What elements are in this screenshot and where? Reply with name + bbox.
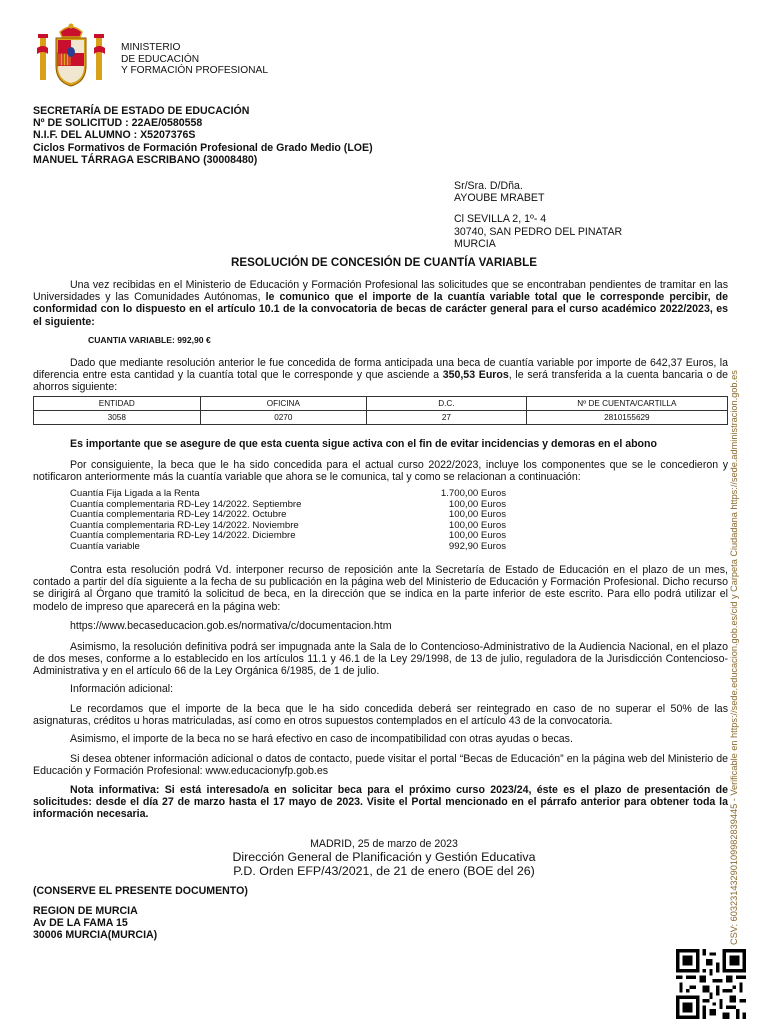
- component-label: Cuantía complementaria RD-Ley 14/2022. Noviembre: [70, 519, 299, 531]
- signature-delegation: P.D. Orden EFP/43/2021, de 21 de enero (BOE del 26): [233, 864, 535, 878]
- recipient-city: 30740, SAN PEDRO DEL PINATAR: [454, 225, 623, 238]
- transfer-text-end: , le será transferida a la cuenta bancaria o de ahorros siguiente:: [33, 369, 728, 394]
- appeal-form-link[interactable]: https://www.becaseducacion.gob.es/normativa/c/documentacion.htm: [70, 620, 392, 632]
- portal-paragraph: [33, 753, 728, 777]
- appeal-text: Contra esta resolución podrá Vd. interponer recurso de reposición ante la Secretaría de Estado de Educación en el plazo de un mes, contado a partir del día siguiente a la fecha de su publicación en la página web del Ministerio de Educación y Formación Profesional. Dicho recurso se dirigirá al Órgano que tramitó la solicitud de beca, en la dirección que se indica en la parte inferior de este escrito. Para ello podrá utilizar el modelo de impreso que aparecerá en la página web:: [33, 564, 728, 613]
- ministry-line: Y FORMACIÓN PROFESIONAL: [121, 65, 268, 76]
- variable-amount-label: CUANTIA VARIABLE:: [88, 335, 175, 345]
- conserve-notice: (CONSERVE EL PRESENTE DOCUMENTO): [33, 885, 248, 897]
- incompatibility-paragraph: [33, 733, 728, 745]
- impugnation-paragraph: [33, 641, 728, 678]
- recipient-street: Cl SEVILLA 2, 1º- 4: [454, 213, 547, 226]
- region-city: 30006 MURCIA(MURCIA): [33, 929, 158, 941]
- signature-authority: Dirección General de Planificación y Gestión Educativa: [232, 850, 536, 864]
- refund-text: Le recordamos que el importe de la beca que le ha sido concedida deberá ser reintegrado en caso de no superar el 50% de las asignaturas, créditos u horas matriculadas, así como en otros supuestos contemplados en el artículo 43 de la convocatoria.: [33, 703, 728, 728]
- application-number: Nº DE SOLICITUD : 22AE/0580558: [33, 117, 203, 130]
- variable-amount-value: 992,90 €: [177, 335, 211, 345]
- signature-date: MADRID, 25 de marzo de 2023: [310, 838, 458, 850]
- list-item: [70, 489, 506, 500]
- component-label: Cuantía variable: [70, 540, 140, 552]
- recipient-address: [454, 180, 622, 250]
- signature-block: [0, 838, 768, 878]
- document-header: [33, 105, 373, 166]
- table-header-cell: Nº DE CUENTA/CARTILLA: [526, 397, 727, 411]
- bank-account-table: [33, 396, 728, 425]
- intro-paragraph: [33, 279, 728, 328]
- impugnation-text: Asimismo, la resolución definitiva podrá ser impugnada ante la Sala de lo Contencioso-Administrativo de la Audiencia Nacional, en el plazo de dos meses, conforme a lo establecido en los artículos 11.1 y 46.1 de la Ley 29/1998, de 13 de julio, reguladora de la Jurisdicción Contencioso-Administrativa y en el artículo 66 de la Ley Orgánica 6/1985, de 1 de julio.: [33, 641, 728, 678]
- ministry-name: [121, 42, 268, 77]
- incompatibility-text: Asimismo, el importe de la beca no se hará efectivo en caso de incompatibilidad con otras ayudas o becas.: [70, 733, 573, 745]
- components-list: [70, 489, 506, 553]
- informative-note-text: Nota informativa: Si está interesado/a en solicitar beca para el próximo curso 2023/24, éste es el plazo de presentación de solicitudes: desde el día 27 de marzo hasta el 17 mayo de 2023. Visite el Portal mencionado en el párrafo anterior para obtener toda la información necesaria.: [33, 784, 728, 821]
- table-header-cell: D.C.: [367, 397, 527, 411]
- salutation: Sr/Sra. D/Dña.: [454, 180, 523, 192]
- component-label: Cuantía complementaria RD-Ley 14/2022. Octubre: [70, 509, 287, 521]
- csv-verification-code: CSV: 60323143290109982839445 - Verificable en https://sede.educacion.gob.es/cid y Carpeta Ciudadana https://sede.administracion.gob.es: [729, 370, 739, 945]
- component-amount: 100,00 Euros: [448, 530, 506, 542]
- ministry-line: DE EDUCACIÓN: [121, 53, 200, 65]
- document-title: RESOLUCIÓN DE CONCESIÓN DE CUANTÍA VARIABLE: [231, 256, 537, 269]
- component-label: Cuantía Fija Ligada a la Renta: [70, 488, 200, 499]
- component-amount: 1.700,00 Euros: [440, 488, 506, 499]
- intro-bold-text: le comunico que el importe de la cuantía variable total que le corresponde percibir, de conformidad con lo dispuesto en el artículo 10.1 de la convocatoria de becas de carácter general para el curso académico 2022/2023, es el siguiente:: [33, 291, 729, 328]
- table-cell: 27: [367, 411, 527, 425]
- qr-code-icon: [676, 949, 746, 1019]
- transfer-paragraph: [33, 357, 728, 394]
- secretariat: SECRETARÍA DE ESTADO DE EDUCACIÓN: [33, 105, 250, 117]
- table-row: [34, 411, 728, 425]
- student-nif: N.I.F. DEL ALUMNO : X5207376S: [33, 129, 196, 142]
- info-heading: Información adicional:: [70, 683, 174, 695]
- table-cell: 2810155629: [526, 411, 727, 425]
- region-address: [33, 905, 157, 941]
- component-label: Cuantía complementaria RD-Ley 14/2022. Septiembre: [70, 498, 302, 510]
- important-text: Es importante que se asegure de que esta cuenta sigue activa con el fin de evitar incidencias y demoras en el abono: [70, 438, 657, 450]
- study-program: Ciclos Formativos de Formación Profesional de Grado Medio (LOE): [33, 141, 373, 154]
- informative-note: [33, 784, 728, 821]
- components-intro: [33, 459, 728, 483]
- transfer-amount: 350,53 Euros: [442, 369, 509, 382]
- portal-text: Si desea obtener información adicional o datos de contacto, puede visitar el portal “Becas de Educación” en la página web del Ministerio de Educación y Formación Profesional: www.educacionyfp.gob.es: [33, 753, 728, 778]
- ministry-line: MINISTERIO: [121, 42, 181, 53]
- component-label: Cuantía complementaria RD-Ley 14/2022. Diciembre: [70, 530, 296, 542]
- recipient-province: MURCIA: [454, 237, 496, 250]
- transfer-text: Dado que mediante resolución anterior le fue concedida de forma anticipada una beca de cuantía variable por importe de 642,37 Euros, la diferencia entre esta cantidad y la cuantía total que le corresponde y que asciende a: [33, 357, 728, 382]
- table-cell: 0270: [200, 411, 367, 425]
- info-heading-block: [33, 683, 728, 695]
- list-item: [70, 542, 506, 553]
- component-amount: 100,00 Euros: [448, 498, 506, 510]
- coat-of-arms-logo: [36, 22, 106, 88]
- appeal-paragraph: [33, 564, 728, 613]
- region-street: Av DE LA FAMA 15: [33, 917, 128, 929]
- table-header-cell: OFICINA: [200, 397, 367, 411]
- component-amount: 992,90 Euros: [448, 540, 506, 552]
- table-header-cell: ENTIDAD: [34, 397, 201, 411]
- region-name: REGION DE MURCIA: [33, 905, 138, 917]
- table-header-row: [34, 397, 728, 411]
- component-amount: 100,00 Euros: [448, 519, 506, 531]
- institution: MANUEL TÁRRAGA ESCRIBANO (30008480): [33, 153, 258, 166]
- recipient-name: AYOUBE MRABET: [454, 192, 545, 205]
- important-notice: [33, 438, 728, 450]
- intro-text: Una vez recibidas en el Ministerio de Educación y Formación Profesional las solicitudes que se encontraban pendientes de tramitar en las Universidades y las Comunidades Autónomas,: [33, 279, 728, 304]
- components-intro-text: Por consiguiente, la beca que le ha sido concedida para el actual curso 2022/2023, incluye los componentes que se le concedieron y notificaron anteriormente más la cuantía variable que ahora se le comunica, tal y como se relacionan a continuación:: [33, 459, 728, 484]
- variable-amount-line: [88, 335, 211, 345]
- component-amount: 100,00 Euros: [448, 509, 506, 521]
- refund-paragraph: [33, 703, 728, 727]
- table-cell: 3058: [34, 411, 201, 425]
